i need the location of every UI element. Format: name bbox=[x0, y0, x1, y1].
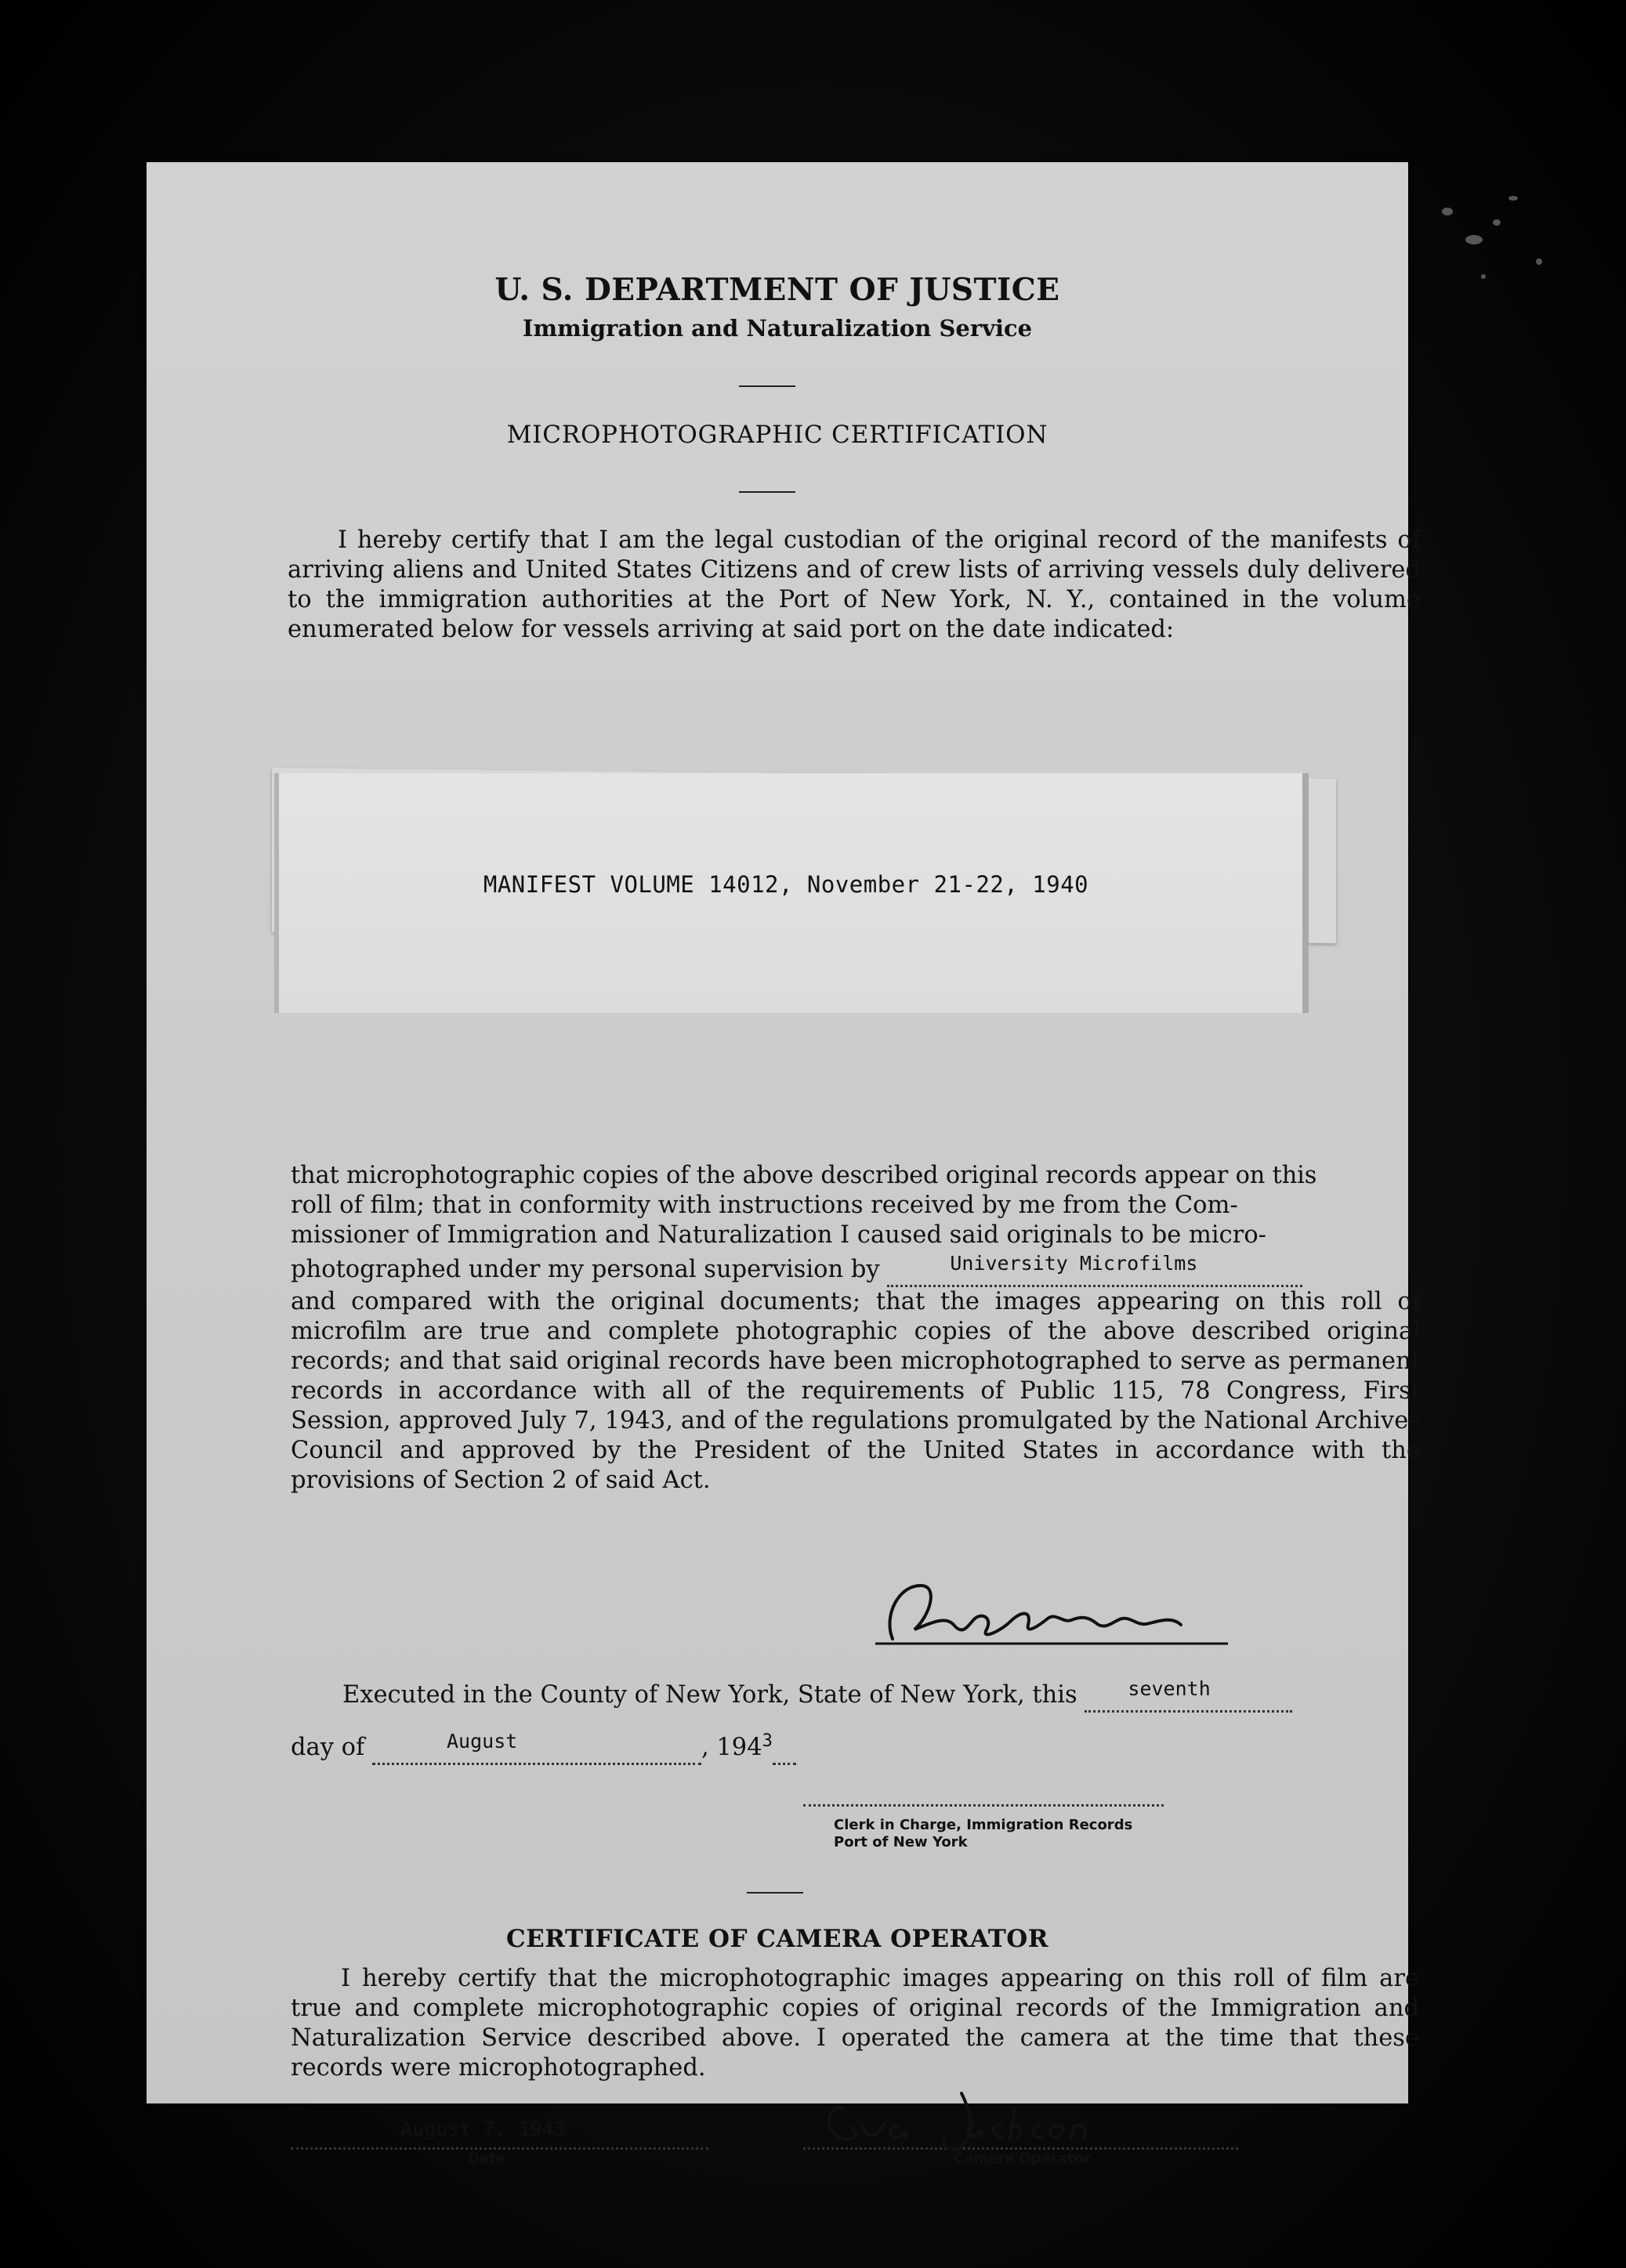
divider bbox=[747, 1892, 803, 1894]
year-field bbox=[773, 1733, 796, 1765]
supervision-prefix: photographed under my personal supervision by bbox=[291, 1256, 880, 1283]
film-speck bbox=[1442, 208, 1453, 215]
manifest-volume-label: MANIFEST VOLUME 14012, November 21-22, 1940 bbox=[483, 871, 1089, 898]
clerk-title-line: Port of New York bbox=[834, 1834, 968, 1850]
clerk-signature-line bbox=[803, 1804, 1164, 1807]
execution-prefix: Executed in the County of New York, State of New York, this bbox=[342, 1681, 1077, 1709]
film-speck bbox=[1536, 259, 1542, 265]
date-value: August 7, 1943 bbox=[400, 2118, 566, 2140]
department-title: U. S. DEPARTMENT OF JUSTICE bbox=[494, 272, 1060, 308]
body-line: missioner of Immigration and Naturalization I caused said originals to be micro- bbox=[291, 1221, 1266, 1249]
day-value: seventh bbox=[1128, 1677, 1211, 1700]
film-speck bbox=[1493, 219, 1501, 226]
service-subtitle: Immigration and Naturalization Service bbox=[522, 315, 1033, 342]
year-prefix: , 194 bbox=[701, 1734, 762, 1762]
film-speck bbox=[1481, 274, 1486, 279]
camera-certificate-title: CERTIFICATE OF CAMERA OPERATOR bbox=[505, 1925, 1049, 1953]
film-speck bbox=[1465, 235, 1483, 244]
certification-title: MICROPHOTOGRAPHIC CERTIFICATION bbox=[506, 421, 1048, 449]
date-label: Date bbox=[468, 2150, 505, 2167]
clerk-title bbox=[834, 1817, 1132, 1851]
execution-line bbox=[342, 1677, 1292, 1713]
month-value: August bbox=[447, 1730, 518, 1753]
clerk-signature bbox=[805, 1568, 1244, 1670]
body-line: roll of film; that in conformity with instructions received by me from the Com- bbox=[291, 1192, 1238, 1219]
divider bbox=[739, 491, 795, 493]
operator-signature bbox=[813, 2078, 1142, 2156]
supervisor-field bbox=[887, 1252, 1302, 1287]
day-field bbox=[1085, 1677, 1292, 1713]
body-rest: and compared with the original documents; that the images appearing on this roll of microfilm are true and complete photographic copies of the above described original records; and that said original records have been microphotographed to serve as permanent records in accordance with all of the requirements of Public 115, 78 Congress, First Session, approved July 7, 1943, and of the regulations promulgated by the National Archives Council and approved by the President of the United States in accordance with the provisions of Section 2 of said Act. bbox=[291, 1288, 1421, 1494]
film-speck bbox=[1508, 196, 1518, 201]
month-field bbox=[372, 1730, 701, 1765]
year-digit: 3 bbox=[762, 1731, 773, 1751]
operator-label: Camera Operator bbox=[954, 2150, 1091, 2167]
divider bbox=[739, 385, 795, 387]
intro-paragraph: I hereby certify that I am the legal custodian of the original record of the manifests of arriving aliens and United States Citizens and of crew lists of arriving vessels duly delivered to the immigration authorities at the Port of New York, N. Y., contained in the volume enumerated below for vessels arriving at said port on the date indicated: bbox=[288, 526, 1421, 643]
date-field bbox=[291, 2118, 708, 2150]
day-of-label: day of bbox=[291, 1734, 365, 1762]
camera-certificate-paragraph: I hereby certify that the microphotographic images appearing on this roll of film are true and complete microphotographic copies of original records of the Immigration and Naturalization Service described above. I operated the camera at the time that these records were microphotographed. bbox=[291, 1965, 1419, 2082]
certificate-page bbox=[147, 162, 1421, 2167]
clerk-title-line: Clerk in Charge, Immigration Records bbox=[834, 1817, 1133, 1833]
day-of-line bbox=[291, 1727, 796, 1765]
supervisor-value: University Microfilms bbox=[950, 1252, 1198, 1275]
body-line: that microphotographic copies of the above described original records appear on this bbox=[291, 1162, 1317, 1189]
supervision-line bbox=[291, 1252, 1421, 1287]
certification-body bbox=[291, 1161, 1421, 1496]
